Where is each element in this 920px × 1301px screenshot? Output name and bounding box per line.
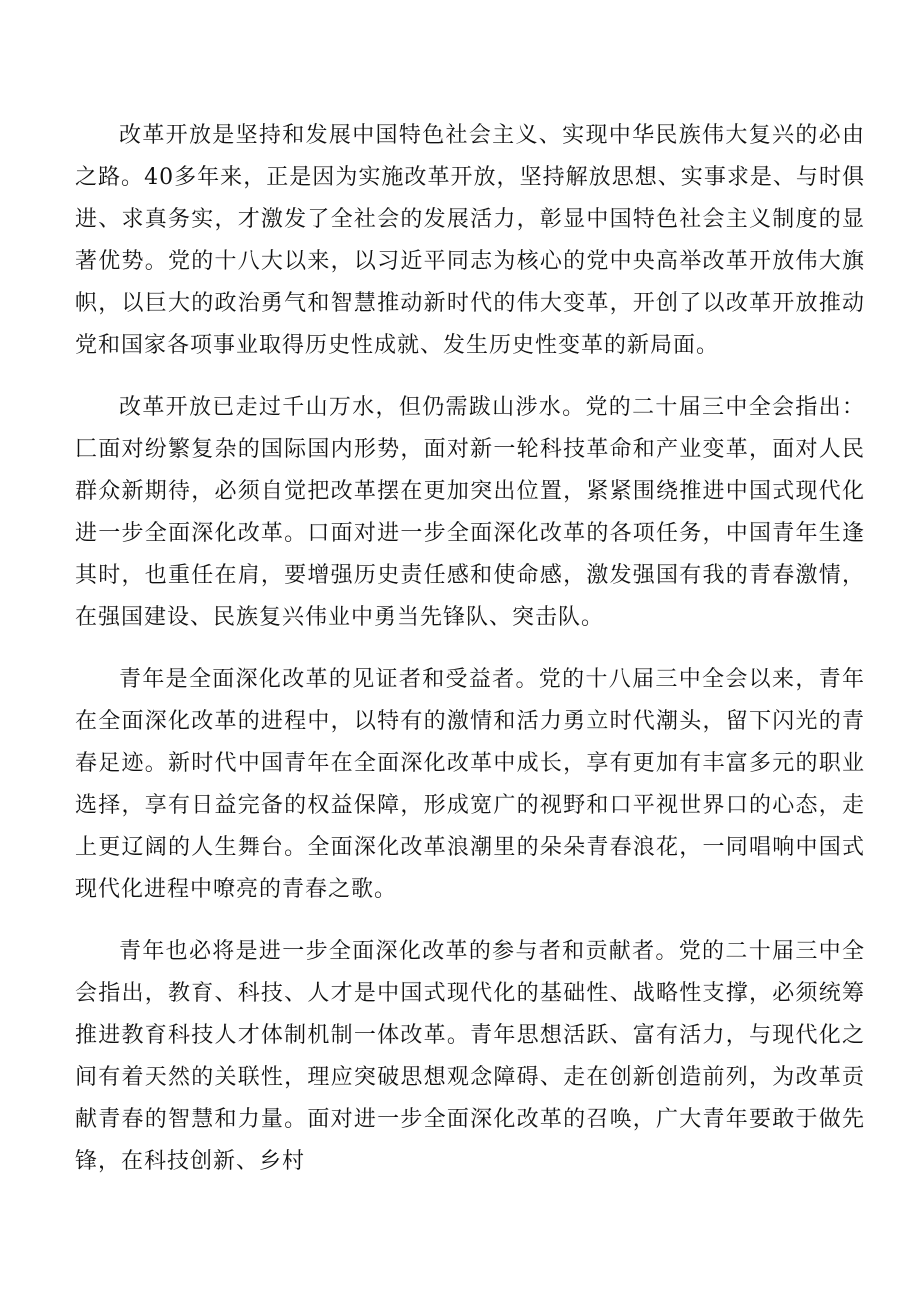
paragraph-3: 青年是全面深化改革的见证者和受益者。党的十八届三中全会以来，青年在全面深化改革的进程中，以特有的激情和活力勇立时代潮头，留下闪光的青春足迹。新时代中国青年在全面深化改革中成长，享有更加有丰富多元的职业选择，享有日益完备的权益保障，形成宽广的视野和口平视世界口的心态，走上更辽阔的人生舞台。全面深化改革浪潮里的朵朵青春浪花，一同唱响中国式现代化进程中嘹亮的青春之歌。 — [75, 667, 865, 902]
document-body — [75, 115, 865, 1203]
paragraph-2: 改革开放已走过千山万水，但仍需跋山涉水。党的二十届三中全会指出：匚面对纷繁复杂的国际国内形势，面对新一轮科技革命和产业变革，面对人民群众新期待，必须自觉把改革摆在更加突出位置，紧紧围绕推进中国式现代化进一步全面深化改革。口面对进一步全面深化改革的各项任务，中国青年生逢其时，也重任在肩，要增强历史责任感和使命感，激发强国有我的青春激情，在强国建设、民族复兴伟业中勇当先锋队、突击队。 — [75, 395, 865, 630]
paragraph-1: 改革开放是坚持和发展中国特色社会主义、实现中华民族伟大复兴的必由之路。40多年来，正是因为实施改革开放，坚持解放思想、实事求是、与时俱进、求真务实，才激发了全社会的发展活力，彰显中国特色社会主义制度的显著优势。党的十八大以来，以习近平同志为核心的党中央高举改革开放伟大旗帜，以巨大的政治勇气和智慧推动新时代的伟大变革，开创了以改革开放推动党和国家各项事业取得历史性成就、发生历史性变革的新局面。 — [75, 123, 865, 358]
paragraph-4: 青年也必将是进一步全面深化改革的参与者和贡献者。党的二十届三中全会指出，教育、科技、人才是中国式现代化的基础性、战略性支撑，必须统筹推进教育科技人才体制机制一体改革。青年思想活跃、富有活力，与现代化之间有着天然的关联性，理应突破思想观念障碍、走在创新创造前列，为改革贡献青春的智慧和力量。面对进一步全面深化改革的召唤，广大青年要敢于做先锋，在科技创新、乡村 — [75, 939, 865, 1174]
